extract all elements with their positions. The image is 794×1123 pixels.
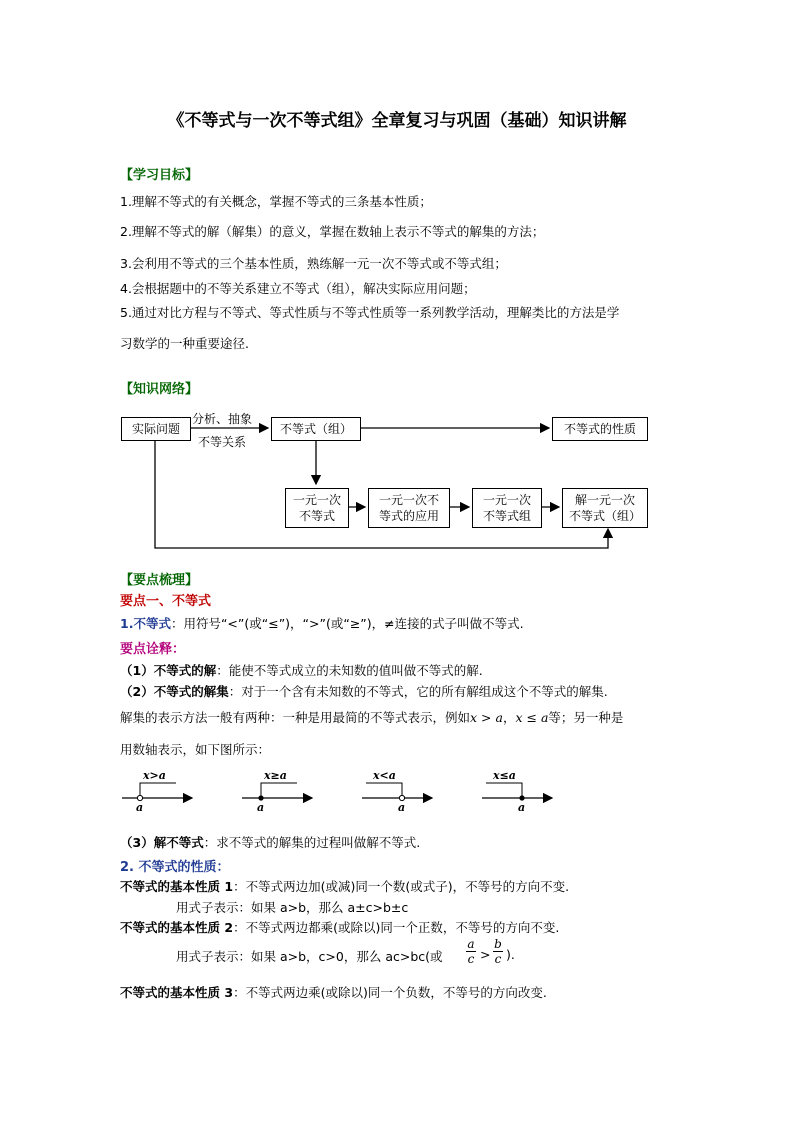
objective-item: 2.理解不等式的解（解集）的意义，掌握在数轴上表示不等式的解集的方法； bbox=[120, 224, 545, 239]
number-line-label: x>a bbox=[143, 769, 166, 782]
fraction-numerator: b bbox=[494, 937, 502, 951]
number-line-label: x≤a bbox=[493, 769, 516, 782]
box-line: 一元一次 bbox=[292, 493, 341, 507]
box-inequality-application bbox=[368, 488, 450, 528]
property-2-formula bbox=[176, 947, 443, 965]
formula-text: 用式子表示：如果 a>b，c>0，那么 ac>bc(或 bbox=[176, 949, 443, 964]
box-line: 解一元一次 bbox=[574, 493, 635, 507]
fraction-numerator: a bbox=[467, 937, 475, 951]
property-text: ：不等式两边都乘(或除以)同一个正数，不等号的方向不变. bbox=[233, 920, 560, 935]
solution-label: （1）不等式的解 bbox=[120, 663, 217, 678]
box-practical-problem: 实际问题 bbox=[121, 417, 191, 441]
solve-line bbox=[120, 833, 420, 851]
box-line: 不等式组 bbox=[482, 509, 531, 523]
objective-item: 5.通过对比方程与不等式、等式性质与不等式性质等一系列教学活动，理解类比的方法是学 bbox=[120, 305, 620, 320]
box-solve bbox=[562, 488, 648, 528]
number-line-point: a bbox=[257, 801, 265, 814]
page-title: 《不等式与一次不等式组》全章复习与巩固（基础）知识讲解 bbox=[167, 111, 627, 131]
fraction-a-over-c bbox=[466, 937, 476, 966]
box-line: 不等式（组） bbox=[568, 509, 641, 523]
fraction-denominator: c bbox=[467, 952, 475, 966]
example-expression: x > a bbox=[470, 710, 503, 725]
fraction-denominator: c bbox=[494, 952, 502, 966]
definition-text: ：用符号“<”(或“≤”)，“>”(或“≥”)，≠连接的式子叫做不等式. bbox=[170, 616, 524, 631]
formula-gt: > bbox=[480, 947, 491, 962]
points-heading: 【要点梳理】 bbox=[120, 573, 199, 588]
representation-line bbox=[120, 708, 623, 726]
box-line: 不等式 bbox=[298, 509, 335, 523]
property-2 bbox=[120, 918, 559, 936]
box-line: 一元一次 bbox=[482, 493, 531, 507]
property-label: 不等式的基本性质 1 bbox=[120, 879, 234, 894]
box-line: 等式的应用 bbox=[378, 509, 439, 523]
number-line-label: x≥a bbox=[264, 769, 287, 782]
box-inequality: 不等式（组） bbox=[271, 417, 361, 441]
solution-line bbox=[120, 661, 483, 679]
objective-item: 3.会利用不等式的三个基本性质，熟练解一元一次不等式或不等式组； bbox=[120, 256, 507, 271]
objective-item: 4.会根据题中的不等关系建立不等式（组），解决实际应用问题； bbox=[120, 281, 476, 296]
number-lines bbox=[0, 760, 794, 820]
number-line-label: x<a bbox=[373, 769, 396, 782]
point-one-heading: 要点一、不等式 bbox=[120, 594, 212, 609]
example-expression: x ≤ a bbox=[515, 710, 549, 725]
objective-item: 1.理解不等式的有关概念，掌握不等式的三条基本性质； bbox=[120, 194, 432, 209]
property-label: 不等式的基本性质 2 bbox=[120, 920, 234, 935]
definition-label: 1.不等式 bbox=[120, 616, 171, 631]
definition-line bbox=[120, 614, 524, 632]
representation-text: 解集的表示方法一般有两种：一种是用最简的不等式表示，例如 bbox=[120, 710, 471, 725]
fraction-b-over-c bbox=[493, 937, 503, 966]
number-line-point: a bbox=[136, 801, 144, 814]
formula-close: ). bbox=[506, 947, 515, 962]
solution-text: ：能使不等式成立的未知数的值叫做不等式的解. bbox=[216, 663, 483, 678]
property-3 bbox=[120, 983, 547, 1001]
objectives-heading: 【学习目标】 bbox=[120, 168, 199, 183]
separator: ， bbox=[502, 710, 516, 725]
objective-item: 习数学的一种重要途径. bbox=[120, 336, 249, 351]
box-linear-inequality bbox=[285, 488, 349, 528]
solve-label: （3）解不等式 bbox=[120, 835, 204, 850]
box-inequality-group bbox=[472, 488, 542, 528]
number-line-point: a bbox=[518, 801, 526, 814]
property-text: ：不等式两边乘(或除以)同一个负数，不等号的方向改变. bbox=[233, 985, 547, 1000]
representation-text: 等；另一种是 bbox=[548, 710, 624, 725]
representation-line-2: 用数轴表示，如下图所示： bbox=[120, 742, 271, 757]
number-line-point: a bbox=[398, 801, 406, 814]
arrow-label-analysis: 分析、抽象 bbox=[192, 412, 253, 426]
explain-heading: 要点诠释： bbox=[120, 642, 186, 657]
arrow-label-relation: 不等关系 bbox=[198, 435, 247, 449]
property-label: 不等式的基本性质 3 bbox=[120, 985, 234, 1000]
solution-set-line bbox=[120, 682, 608, 700]
property-1-formula: 用式子表示：如果 a>b，那么 a±c>b±c bbox=[176, 900, 409, 915]
properties-heading: 2. 不等式的性质： bbox=[120, 860, 230, 875]
solution-set-text: ：对于一个含有未知数的不等式，它的所有解组成这个不等式的解集. bbox=[228, 684, 608, 699]
solve-text: ：求不等式的解集的过程叫做解不等式. bbox=[203, 835, 421, 850]
solution-set-label: （2）不等式的解集 bbox=[120, 684, 229, 699]
box-properties: 不等式的性质 bbox=[552, 417, 648, 441]
property-1 bbox=[120, 877, 569, 895]
property-text: ：不等式两边加(或减)同一个数(或式子)，不等号的方向不变. bbox=[233, 879, 570, 894]
box-line: 一元一次不 bbox=[378, 493, 439, 507]
network-heading: 【知识网络】 bbox=[120, 382, 199, 397]
